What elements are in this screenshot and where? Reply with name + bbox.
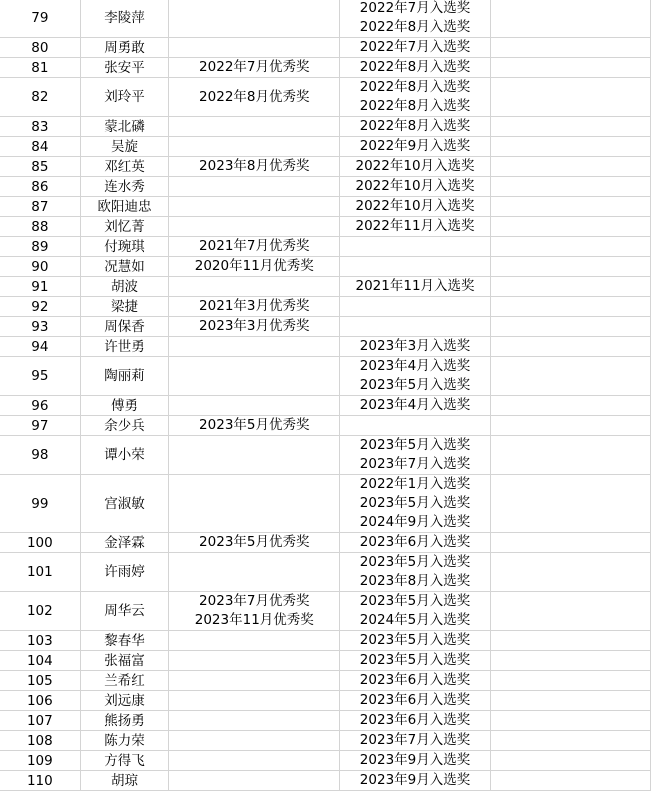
- table-row: [0, 357, 651, 396]
- excellent-award-cell[interactable]: [169, 553, 340, 592]
- name-cell[interactable]: 周华云: [80, 592, 169, 631]
- table-row: [0, 592, 651, 631]
- selected-award-cell[interactable]: [340, 38, 491, 58]
- table-row: [0, 475, 651, 533]
- row-number-cell[interactable]: 91: [0, 277, 80, 297]
- selected-award-text: 2021年11月入选奖: [355, 278, 475, 294]
- selected-award-text: 2023年5月入选奖: [359, 495, 471, 511]
- selected-award-text: 2023年6月入选奖: [359, 672, 471, 688]
- row-number-cell[interactable]: 110: [0, 771, 80, 791]
- excellent-award-cell[interactable]: [169, 396, 340, 416]
- row-number-cell[interactable]: 99: [0, 475, 80, 533]
- table-row: [0, 177, 651, 197]
- excellent-award-cell[interactable]: [169, 691, 340, 711]
- name-cell[interactable]: 许世勇: [80, 337, 169, 357]
- row-number-cell[interactable]: 80: [0, 38, 80, 58]
- name-cell[interactable]: 欧阳迪忠: [80, 197, 169, 217]
- selected-award-cell[interactable]: [340, 592, 491, 631]
- name-cell[interactable]: 张福富: [80, 651, 169, 671]
- excellent-award-cell[interactable]: [169, 257, 340, 277]
- empty-cell[interactable]: [490, 257, 650, 277]
- name-cell[interactable]: 付琬琪: [80, 237, 169, 257]
- row-number-cell[interactable]: 89: [0, 237, 80, 257]
- excellent-award-text: 2022年8月优秀奖: [199, 88, 310, 105]
- selected-award-text: 2023年7月入选奖: [359, 732, 471, 748]
- selected-award-text: 2022年10月入选奖: [355, 198, 475, 214]
- selected-award-cell[interactable]: [340, 553, 491, 592]
- selected-award-cell[interactable]: [340, 691, 491, 711]
- excellent-award-text: 2021年7月优秀奖: [199, 238, 310, 254]
- empty-cell[interactable]: [490, 751, 650, 771]
- name-cell[interactable]: 熊扬勇: [80, 711, 169, 731]
- excellent-award-cell[interactable]: [169, 671, 340, 691]
- empty-cell[interactable]: [490, 237, 650, 257]
- row-number-cell[interactable]: 95: [0, 357, 80, 396]
- table-row: [0, 197, 651, 217]
- selected-award-text: 2023年6月入选奖: [359, 692, 471, 708]
- excellent-award-cell[interactable]: [169, 0, 340, 38]
- row-number-cell[interactable]: 88: [0, 217, 80, 237]
- selected-award-text: 2023年5月入选奖: [359, 554, 471, 570]
- selected-award-text: 2023年5月入选奖: [359, 593, 471, 609]
- selected-award-cell[interactable]: [340, 671, 491, 691]
- name-cell[interactable]: 陶丽莉: [80, 357, 169, 396]
- row-number-cell[interactable]: 109: [0, 751, 80, 771]
- name-cell[interactable]: 谭小荣: [80, 436, 169, 475]
- selected-award-text: 2022年1月入选奖: [359, 476, 471, 492]
- row-number-cell[interactable]: 93: [0, 317, 80, 337]
- empty-cell[interactable]: [490, 58, 650, 78]
- selected-award-cell[interactable]: [340, 651, 491, 671]
- excellent-award-cell[interactable]: [169, 711, 340, 731]
- empty-cell[interactable]: [490, 317, 650, 337]
- empty-cell[interactable]: [490, 553, 650, 592]
- empty-cell[interactable]: [490, 217, 650, 237]
- name-cell[interactable]: 况慧如: [80, 257, 169, 277]
- empty-cell[interactable]: [490, 631, 650, 651]
- empty-cell[interactable]: [490, 731, 650, 751]
- selected-award-cell[interactable]: [340, 297, 491, 317]
- selected-award-text: 2022年8月入选奖: [359, 59, 471, 75]
- row-number-cell[interactable]: 94: [0, 337, 80, 357]
- selected-award-text: 2022年10月入选奖: [355, 178, 475, 194]
- empty-cell[interactable]: [490, 436, 650, 475]
- selected-award-text: 2023年9月入选奖: [359, 772, 471, 788]
- selected-award-cell[interactable]: [340, 436, 491, 475]
- empty-cell[interactable]: [490, 396, 650, 416]
- name-cell[interactable]: 刘远康: [80, 691, 169, 711]
- excellent-award-text: 2023年11月优秀奖: [194, 612, 314, 628]
- name-cell[interactable]: 李陵萍: [80, 0, 169, 38]
- name-cell[interactable]: 陈力荣: [80, 731, 169, 751]
- name-cell[interactable]: 兰希红: [80, 671, 169, 691]
- row-number-cell[interactable]: 87: [0, 197, 80, 217]
- selected-award-text: 2024年5月入选奖: [359, 612, 471, 628]
- selected-award-cell[interactable]: [340, 396, 491, 416]
- excellent-award-text: 2023年7月优秀奖: [199, 593, 310, 609]
- excellent-award-cell[interactable]: [169, 197, 340, 217]
- excellent-award-cell[interactable]: [169, 416, 340, 436]
- empty-cell[interactable]: [490, 671, 650, 691]
- row-number-cell[interactable]: 86: [0, 177, 80, 197]
- selected-award-text: 2022年8月入选奖: [359, 98, 471, 114]
- row-number-cell[interactable]: 82: [0, 78, 80, 117]
- excellent-award-text: 2021年3月优秀奖: [199, 298, 310, 314]
- table-row: [0, 771, 651, 791]
- excellent-award-cell[interactable]: [169, 357, 340, 396]
- excellent-award-cell[interactable]: [169, 651, 340, 671]
- empty-cell[interactable]: [490, 78, 650, 117]
- selected-award-text: 2023年6月入选奖: [359, 534, 471, 550]
- empty-cell[interactable]: [490, 592, 650, 631]
- row-number-cell[interactable]: 108: [0, 731, 80, 751]
- row-number-cell[interactable]: 83: [0, 117, 80, 137]
- table-row: [0, 337, 651, 357]
- selected-award-cell[interactable]: [340, 475, 491, 533]
- empty-cell[interactable]: [490, 475, 650, 533]
- selected-award-text: 2023年3月入选奖: [359, 338, 471, 354]
- empty-cell[interactable]: [490, 691, 650, 711]
- excellent-award-cell[interactable]: [169, 277, 340, 297]
- row-number-cell[interactable]: 103: [0, 631, 80, 651]
- name-cell[interactable]: 周保香: [80, 317, 169, 337]
- selected-award-cell[interactable]: [340, 751, 491, 771]
- excellent-award-text: 2022年7月优秀奖: [199, 59, 310, 75]
- table-row: [0, 217, 651, 237]
- name-cell[interactable]: 连水秀: [80, 177, 169, 197]
- table-row: [0, 691, 651, 711]
- empty-cell[interactable]: [490, 117, 650, 137]
- excellent-award-cell[interactable]: [169, 533, 340, 553]
- selected-award-cell[interactable]: [340, 631, 491, 651]
- selected-award-cell[interactable]: [340, 257, 491, 277]
- table-row: [0, 671, 651, 691]
- name-cell[interactable]: 周勇敢: [80, 38, 169, 58]
- excellent-award-cell[interactable]: [169, 217, 340, 237]
- selected-award-cell[interactable]: [340, 237, 491, 257]
- row-number-cell[interactable]: 79: [0, 0, 80, 38]
- row-number-cell[interactable]: 96: [0, 396, 80, 416]
- selected-award-text: 2023年5月入选奖: [359, 632, 471, 648]
- excellent-award-cell[interactable]: [169, 317, 340, 337]
- excellent-award-cell[interactable]: [169, 58, 340, 78]
- excellent-award-text: 2023年8月优秀奖: [199, 158, 310, 174]
- row-number-cell[interactable]: 105: [0, 671, 80, 691]
- table-row: [0, 317, 651, 337]
- selected-award-cell[interactable]: [340, 217, 491, 237]
- excellent-award-cell[interactable]: [169, 475, 340, 533]
- table-row: [0, 38, 651, 58]
- table-row: [0, 117, 651, 137]
- excellent-award-cell[interactable]: [169, 157, 340, 177]
- selected-award-text: 2023年4月入选奖: [359, 358, 471, 374]
- empty-cell[interactable]: [490, 651, 650, 671]
- excellent-award-cell[interactable]: [169, 237, 340, 257]
- selected-award-text: 2023年4月入选奖: [359, 397, 471, 413]
- empty-cell[interactable]: [490, 337, 650, 357]
- excellent-award-cell[interactable]: [169, 731, 340, 751]
- name-cell[interactable]: 傅勇: [80, 396, 169, 416]
- excellent-award-cell[interactable]: [169, 117, 340, 137]
- selected-award-cell[interactable]: [340, 317, 491, 337]
- selected-award-cell[interactable]: [340, 197, 491, 217]
- table-row: [0, 297, 651, 317]
- name-cell[interactable]: 宫淑敏: [80, 475, 169, 533]
- excellent-award-cell[interactable]: [169, 38, 340, 58]
- table-row: [0, 436, 651, 475]
- row-number-cell[interactable]: 81: [0, 58, 80, 78]
- name-cell[interactable]: 蒙北磷: [80, 117, 169, 137]
- selected-award-cell[interactable]: [340, 177, 491, 197]
- empty-cell[interactable]: [490, 177, 650, 197]
- name-cell[interactable]: 胡琼: [80, 771, 169, 791]
- selected-award-cell[interactable]: [340, 157, 491, 177]
- table-row: [0, 78, 651, 117]
- row-number-cell[interactable]: 102: [0, 592, 80, 631]
- selected-award-cell[interactable]: [340, 533, 491, 553]
- empty-cell[interactable]: [490, 38, 650, 58]
- selected-award-text: 2022年8月入选奖: [359, 118, 471, 134]
- row-number-cell[interactable]: 106: [0, 691, 80, 711]
- selected-award-text: 2023年5月入选奖: [359, 652, 471, 668]
- row-number-cell[interactable]: 107: [0, 711, 80, 731]
- excellent-award-cell[interactable]: [169, 751, 340, 771]
- row-number-cell[interactable]: 97: [0, 416, 80, 436]
- table-row: [0, 631, 651, 651]
- empty-cell[interactable]: [490, 357, 650, 396]
- selected-award-text: 2022年8月入选奖: [359, 19, 471, 35]
- table-row: [0, 257, 651, 277]
- table-row: [0, 711, 651, 731]
- selected-award-text: 2022年7月入选奖: [359, 0, 471, 16]
- row-number-cell[interactable]: 92: [0, 297, 80, 317]
- excellent-award-text: 2020年11月优秀奖: [194, 258, 314, 274]
- empty-cell[interactable]: [490, 137, 650, 157]
- row-number-cell[interactable]: 85: [0, 157, 80, 177]
- table-row: [0, 651, 651, 671]
- selected-award-text: 2022年11月入选奖: [355, 218, 475, 234]
- row-number-cell[interactable]: 84: [0, 137, 80, 157]
- name-cell[interactable]: 许雨婷: [80, 553, 169, 592]
- name-cell[interactable]: 刘玲平: [80, 78, 169, 117]
- row-number-cell[interactable]: 101: [0, 553, 80, 592]
- selected-award-cell[interactable]: [340, 58, 491, 78]
- selected-award-text: 2023年5月入选奖: [359, 437, 471, 453]
- empty-cell[interactable]: [490, 277, 650, 297]
- empty-cell[interactable]: [490, 157, 650, 177]
- selected-award-text: 2023年5月入选奖: [359, 377, 471, 393]
- excellent-award-cell[interactable]: [169, 78, 340, 117]
- selected-award-cell[interactable]: [340, 0, 491, 38]
- selected-award-cell[interactable]: [340, 771, 491, 791]
- excellent-award-text: 2023年3月优秀奖: [199, 318, 310, 334]
- selected-award-cell[interactable]: [340, 711, 491, 731]
- selected-award-text: 2023年7月入选奖: [359, 456, 471, 472]
- excellent-award-cell[interactable]: [169, 137, 340, 157]
- empty-cell[interactable]: [490, 711, 650, 731]
- selected-award-cell[interactable]: [340, 416, 491, 436]
- table-row: [0, 533, 651, 553]
- name-cell[interactable]: 黎春华: [80, 631, 169, 651]
- empty-cell[interactable]: [490, 0, 650, 38]
- table-row: [0, 751, 651, 771]
- selected-award-text: 2022年7月入选奖: [359, 39, 471, 55]
- empty-cell[interactable]: [490, 297, 650, 317]
- selected-award-cell[interactable]: [340, 117, 491, 137]
- name-cell[interactable]: 梁捷: [80, 297, 169, 317]
- excellent-award-cell[interactable]: [169, 631, 340, 651]
- table-row: [0, 237, 651, 257]
- excellent-award-cell[interactable]: [169, 771, 340, 791]
- excellent-award-text: 2023年5月优秀奖: [199, 534, 310, 550]
- row-number-cell[interactable]: 98: [0, 436, 80, 475]
- empty-cell[interactable]: [490, 533, 650, 553]
- name-cell[interactable]: 吴旋: [80, 137, 169, 157]
- table-row: [0, 137, 651, 157]
- empty-cell[interactable]: [490, 197, 650, 217]
- table-row: [0, 58, 651, 78]
- table-row: [0, 553, 651, 592]
- table-row: [0, 277, 651, 297]
- selected-award-text: 2022年8月入选奖: [359, 79, 471, 95]
- selected-award-text: 2024年9月入选奖: [359, 514, 471, 530]
- excellent-award-text: 2023年5月优秀奖: [199, 417, 310, 433]
- empty-cell[interactable]: [490, 416, 650, 436]
- selected-award-text: 2023年8月入选奖: [359, 573, 471, 589]
- name-cell[interactable]: 余少兵: [80, 416, 169, 436]
- excellent-award-cell[interactable]: [169, 177, 340, 197]
- selected-award-cell[interactable]: [340, 137, 491, 157]
- selected-award-text: 2022年9月入选奖: [359, 138, 471, 154]
- selected-award-cell[interactable]: [340, 731, 491, 751]
- row-number-cell[interactable]: 90: [0, 257, 80, 277]
- empty-cell[interactable]: [490, 771, 650, 791]
- name-cell[interactable]: 邓红英: [80, 157, 169, 177]
- table-row: [0, 731, 651, 751]
- excellent-award-cell[interactable]: [169, 297, 340, 317]
- table-row: [0, 396, 651, 416]
- excellent-award-cell[interactable]: [169, 337, 340, 357]
- selected-award-text: 2023年6月入选奖: [359, 712, 471, 728]
- table-row: [0, 416, 651, 436]
- excellent-award-cell[interactable]: [169, 592, 340, 631]
- table-row: [0, 0, 651, 38]
- excellent-award-cell[interactable]: [169, 436, 340, 475]
- selected-award-cell[interactable]: [340, 357, 491, 396]
- row-number-cell[interactable]: 104: [0, 651, 80, 671]
- table-row: [0, 157, 651, 177]
- name-cell[interactable]: 胡波: [80, 277, 169, 297]
- selected-award-text: 2022年10月入选奖: [355, 158, 475, 174]
- selected-award-text: 2023年9月入选奖: [359, 752, 471, 768]
- name-cell[interactable]: 金泽霖: [80, 533, 169, 553]
- selected-award-cell[interactable]: [340, 78, 491, 117]
- selected-award-cell[interactable]: [340, 337, 491, 357]
- name-cell[interactable]: 张安平: [80, 58, 169, 78]
- name-cell[interactable]: 刘忆菁: [80, 217, 169, 237]
- selected-award-cell[interactable]: [340, 277, 491, 297]
- row-number-cell[interactable]: 100: [0, 533, 80, 553]
- name-cell[interactable]: 方得飞: [80, 751, 169, 771]
